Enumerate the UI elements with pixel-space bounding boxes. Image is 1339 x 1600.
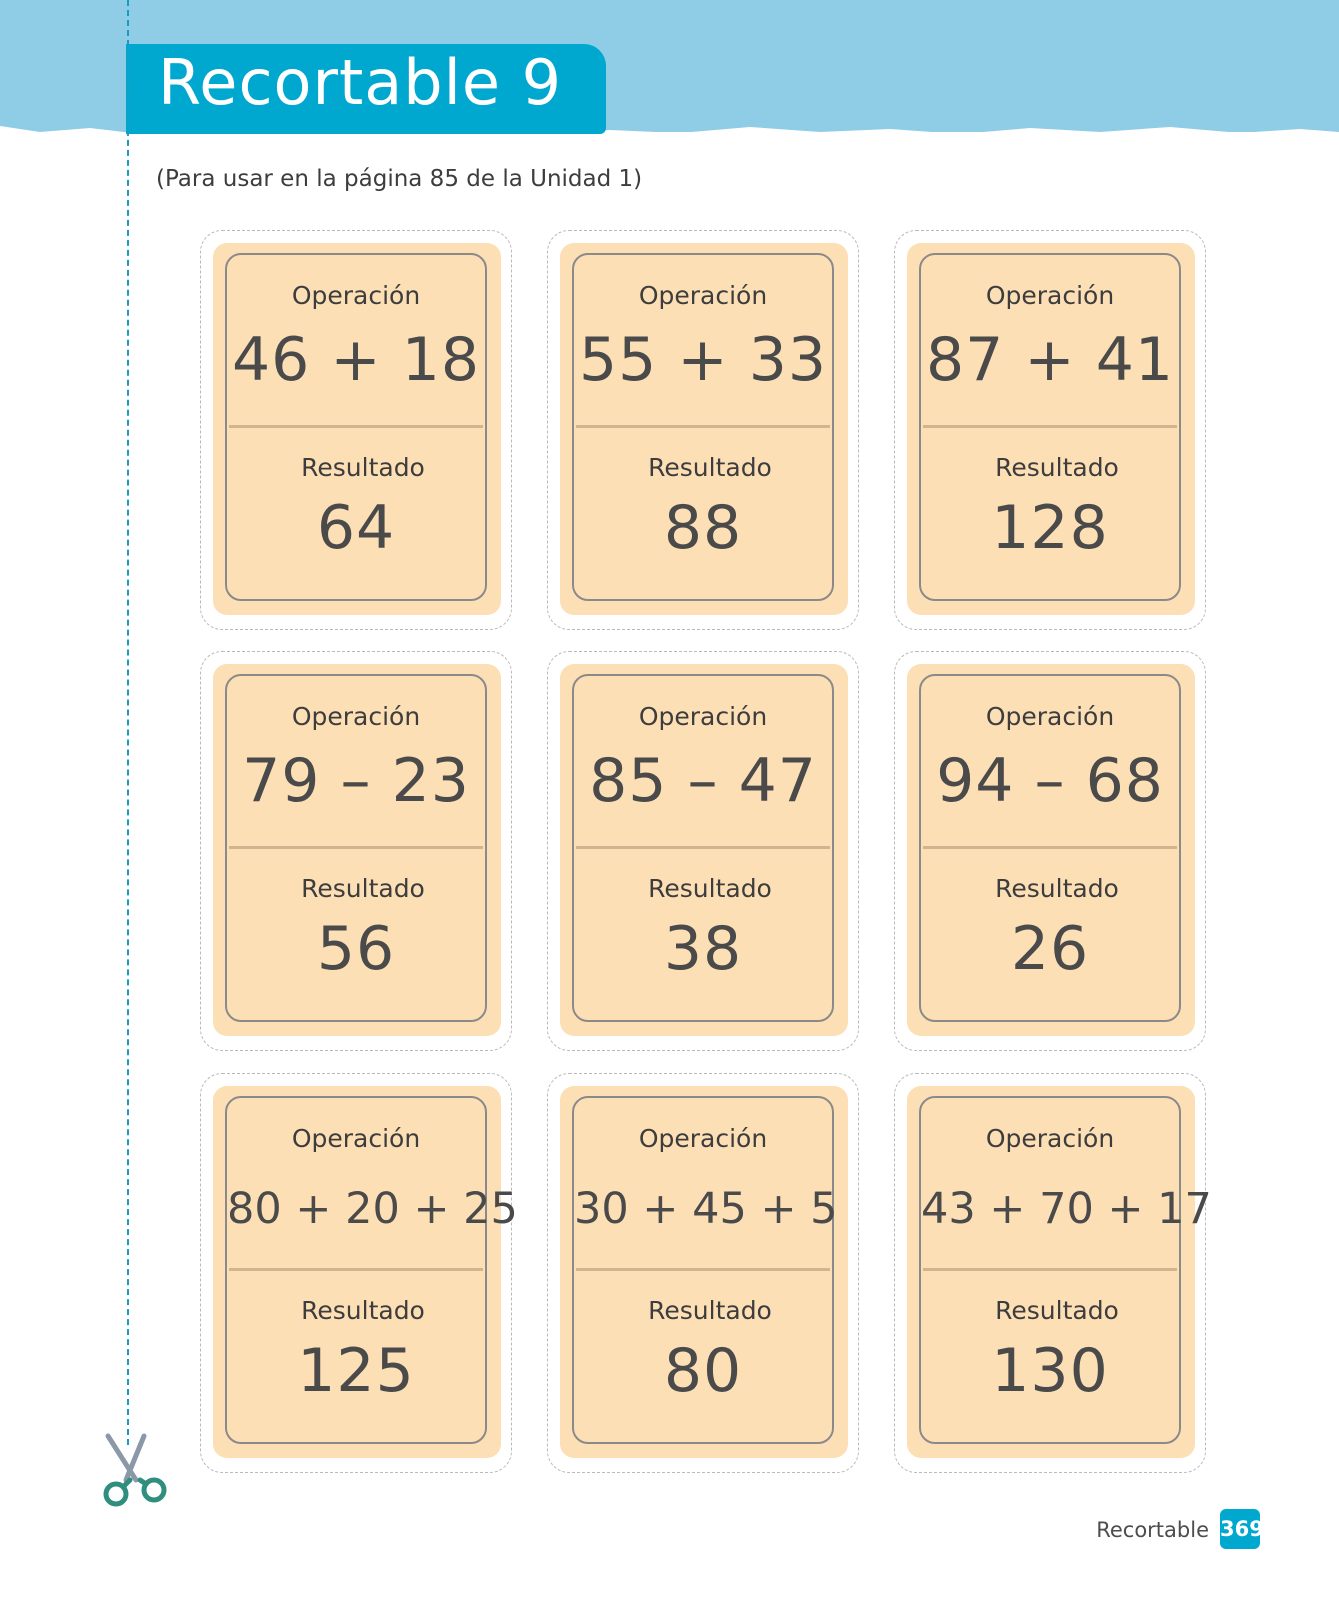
operation-value: 85 – 47 xyxy=(589,746,817,816)
card-divider xyxy=(923,425,1177,428)
operation-value: 30 + 45 + 5 xyxy=(574,1184,838,1234)
result-label: Resultado xyxy=(301,453,425,482)
card-divider xyxy=(923,1268,1177,1271)
card-divider xyxy=(576,846,830,849)
card-frame xyxy=(919,253,1181,601)
card-frame xyxy=(572,1096,838,1444)
card xyxy=(907,664,1195,1036)
result-value: 26 xyxy=(1010,914,1090,984)
operation-value: 46 + 18 xyxy=(231,325,481,395)
card-frame xyxy=(572,253,834,601)
card xyxy=(213,243,501,615)
card xyxy=(213,664,501,1036)
operation-value: 87 + 41 xyxy=(925,325,1175,395)
card-frame xyxy=(225,253,487,601)
operation-label: Operación xyxy=(291,702,421,731)
operation-label: Operación xyxy=(985,702,1115,731)
operation-value: 55 + 33 xyxy=(578,325,828,395)
cut-guide-line xyxy=(127,0,129,1445)
card-cutout[interactable] xyxy=(200,651,512,1051)
result-label: Resultado xyxy=(648,453,772,482)
footer-label: Recortable xyxy=(1096,1518,1209,1542)
page-number: 369 xyxy=(1220,1509,1260,1549)
operation-value: 94 – 68 xyxy=(936,746,1164,816)
result-value: 125 xyxy=(297,1336,415,1406)
card xyxy=(560,664,848,1036)
card-cutout[interactable] xyxy=(547,1073,859,1473)
result-value: 64 xyxy=(316,493,396,563)
card xyxy=(560,243,848,615)
card-cutout[interactable] xyxy=(894,1073,1212,1473)
result-label: Resultado xyxy=(648,1296,772,1325)
operation-value: 43 + 70 + 17 xyxy=(921,1184,1212,1234)
result-value: 130 xyxy=(991,1336,1109,1406)
card-divider xyxy=(576,1268,830,1271)
card xyxy=(560,1086,848,1458)
operation-label: Operación xyxy=(985,281,1115,310)
card-divider xyxy=(923,846,1177,849)
card-frame xyxy=(225,674,487,1022)
card-frame xyxy=(225,1096,518,1444)
operation-value: 79 – 23 xyxy=(242,746,470,816)
operation-label: Operación xyxy=(291,281,421,310)
card-frame xyxy=(919,1096,1212,1444)
card-divider xyxy=(229,425,483,428)
result-label: Resultado xyxy=(995,1296,1119,1325)
operation-label: Operación xyxy=(638,702,768,731)
operation-label: Operación xyxy=(985,1124,1115,1153)
instruction-text: (Para usar en la página 85 de la Unidad 1) xyxy=(156,166,643,192)
result-value: 38 xyxy=(663,914,743,984)
card-divider xyxy=(576,425,830,428)
result-label: Resultado xyxy=(648,874,772,903)
result-label: Resultado xyxy=(301,1296,425,1325)
operation-label: Operación xyxy=(638,1124,768,1153)
card-divider xyxy=(229,846,483,849)
page-title: Recortable 9 xyxy=(158,46,563,119)
card-grid xyxy=(200,230,1226,1494)
operation-label: Operación xyxy=(638,281,768,310)
result-label: Resultado xyxy=(995,874,1119,903)
result-label: Resultado xyxy=(995,453,1119,482)
card-divider xyxy=(229,1268,483,1271)
card-cutout[interactable] xyxy=(200,230,512,630)
result-value: 128 xyxy=(991,493,1109,563)
card-cutout[interactable] xyxy=(547,230,859,630)
scissors-icon xyxy=(100,1432,170,1512)
card-frame xyxy=(572,674,834,1022)
card-cutout[interactable] xyxy=(894,230,1206,630)
card xyxy=(907,1086,1212,1458)
card xyxy=(213,1086,518,1458)
result-value: 80 xyxy=(663,1336,743,1406)
result-label: Resultado xyxy=(301,874,425,903)
operation-label: Operación xyxy=(291,1124,421,1153)
card-cutout[interactable] xyxy=(200,1073,518,1473)
result-value: 56 xyxy=(316,914,396,984)
result-value: 88 xyxy=(663,493,743,563)
card xyxy=(907,243,1195,615)
operation-value: 80 + 20 + 25 xyxy=(227,1184,518,1234)
card-cutout[interactable] xyxy=(547,651,859,1051)
card-cutout[interactable] xyxy=(894,651,1206,1051)
card-frame xyxy=(919,674,1181,1022)
